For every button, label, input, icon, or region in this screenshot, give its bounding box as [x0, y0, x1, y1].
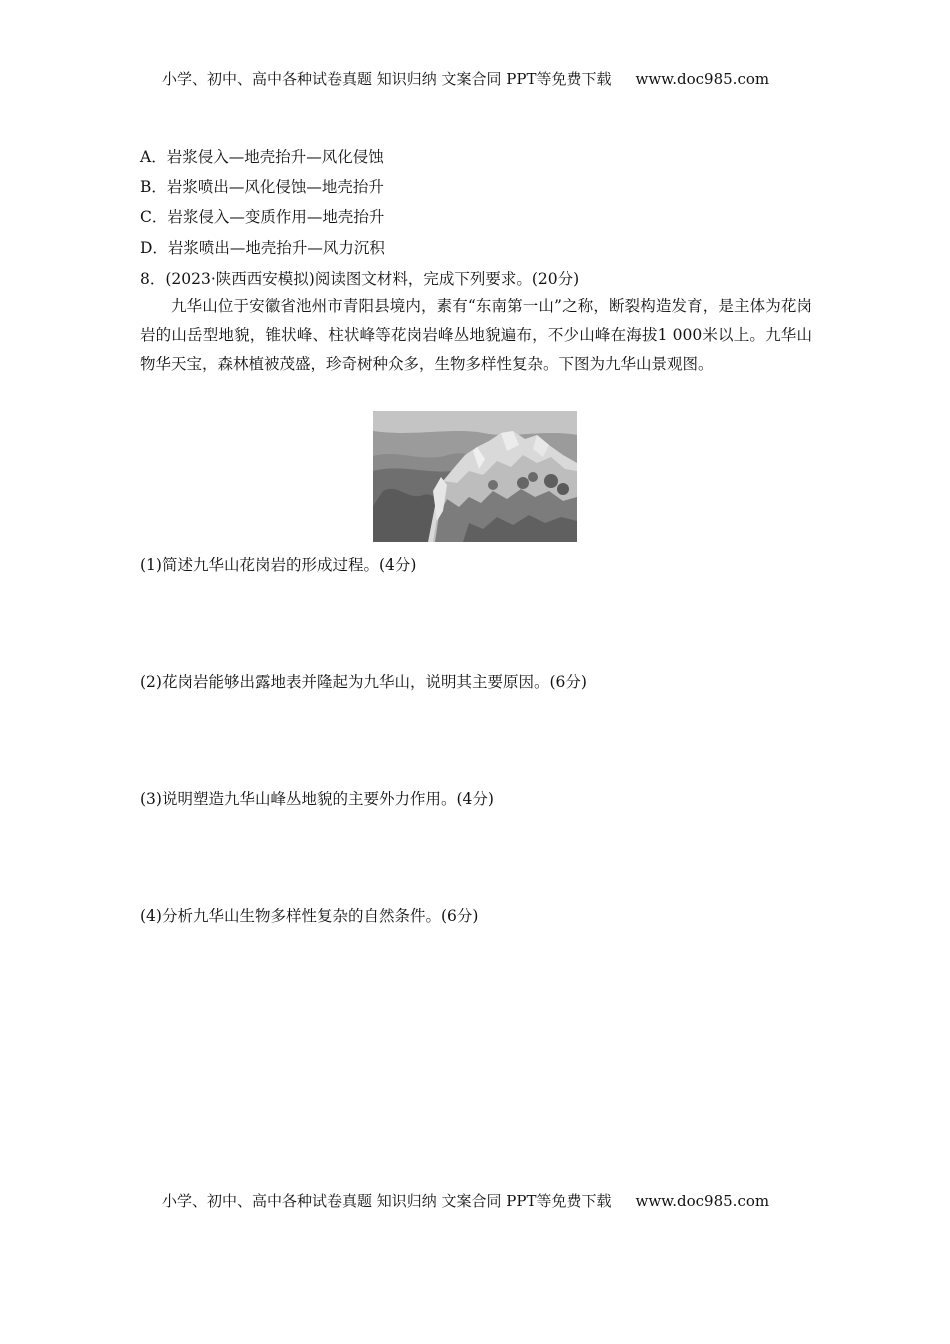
- sub-question-3: (3)说明塑造九华山峰丛地貌的主要外力作用。(4分): [140, 790, 494, 808]
- option-a: A．岩浆侵入—地壳抬升—风化侵蚀: [140, 148, 384, 166]
- question-8-title: 8．(2023·陕西西安模拟)阅读图文材料，完成下列要求。(20分): [140, 270, 580, 288]
- page-header: [162, 68, 769, 89]
- footer-text: 小学、初中、高中各种试卷真题 知识归纳 文案合同 PPT等免费下载: [162, 1192, 612, 1210]
- sub-question-1: (1)简述九华山花岗岩的形成过程。(4分): [140, 556, 417, 574]
- option-b: B．岩浆喷出—风化侵蚀—地壳抬升: [140, 178, 384, 196]
- sub-question-2: (2)花岗岩能够出露地表并隆起为九华山，说明其主要原因。(6分): [140, 673, 587, 691]
- option-c: C．岩浆侵入—变质作用—地壳抬升: [140, 208, 385, 226]
- option-d: D．岩浆喷出—地壳抬升—风力沉积: [140, 239, 385, 257]
- question-8-paragraph: 九华山位于安徽省池州市青阳县境内，素有“东南第一山”之称，断裂构造发育，是主体为花岗岩的山岳型地貌，锥状峰、柱状峰等花岗岩峰丛地貌遍布，不少山峰在海拔1 000米以上。九华山物华天宝，森林植被茂盛，珍奇树种众多，生物多样性复杂。下图为九华山景观图。: [140, 297, 812, 373]
- jiuhua-mountain-photo: [373, 411, 577, 542]
- footer-site[interactable]: www.doc985.com: [635, 1192, 770, 1210]
- header-site[interactable]: www.doc985.com: [635, 70, 770, 88]
- page-footer: [162, 1190, 769, 1211]
- sub-question-4: (4)分析九华山生物多样性复杂的自然条件。(6分): [140, 907, 479, 925]
- header-text: 小学、初中、高中各种试卷真题 知识归纳 文案合同 PPT等免费下载: [162, 70, 612, 88]
